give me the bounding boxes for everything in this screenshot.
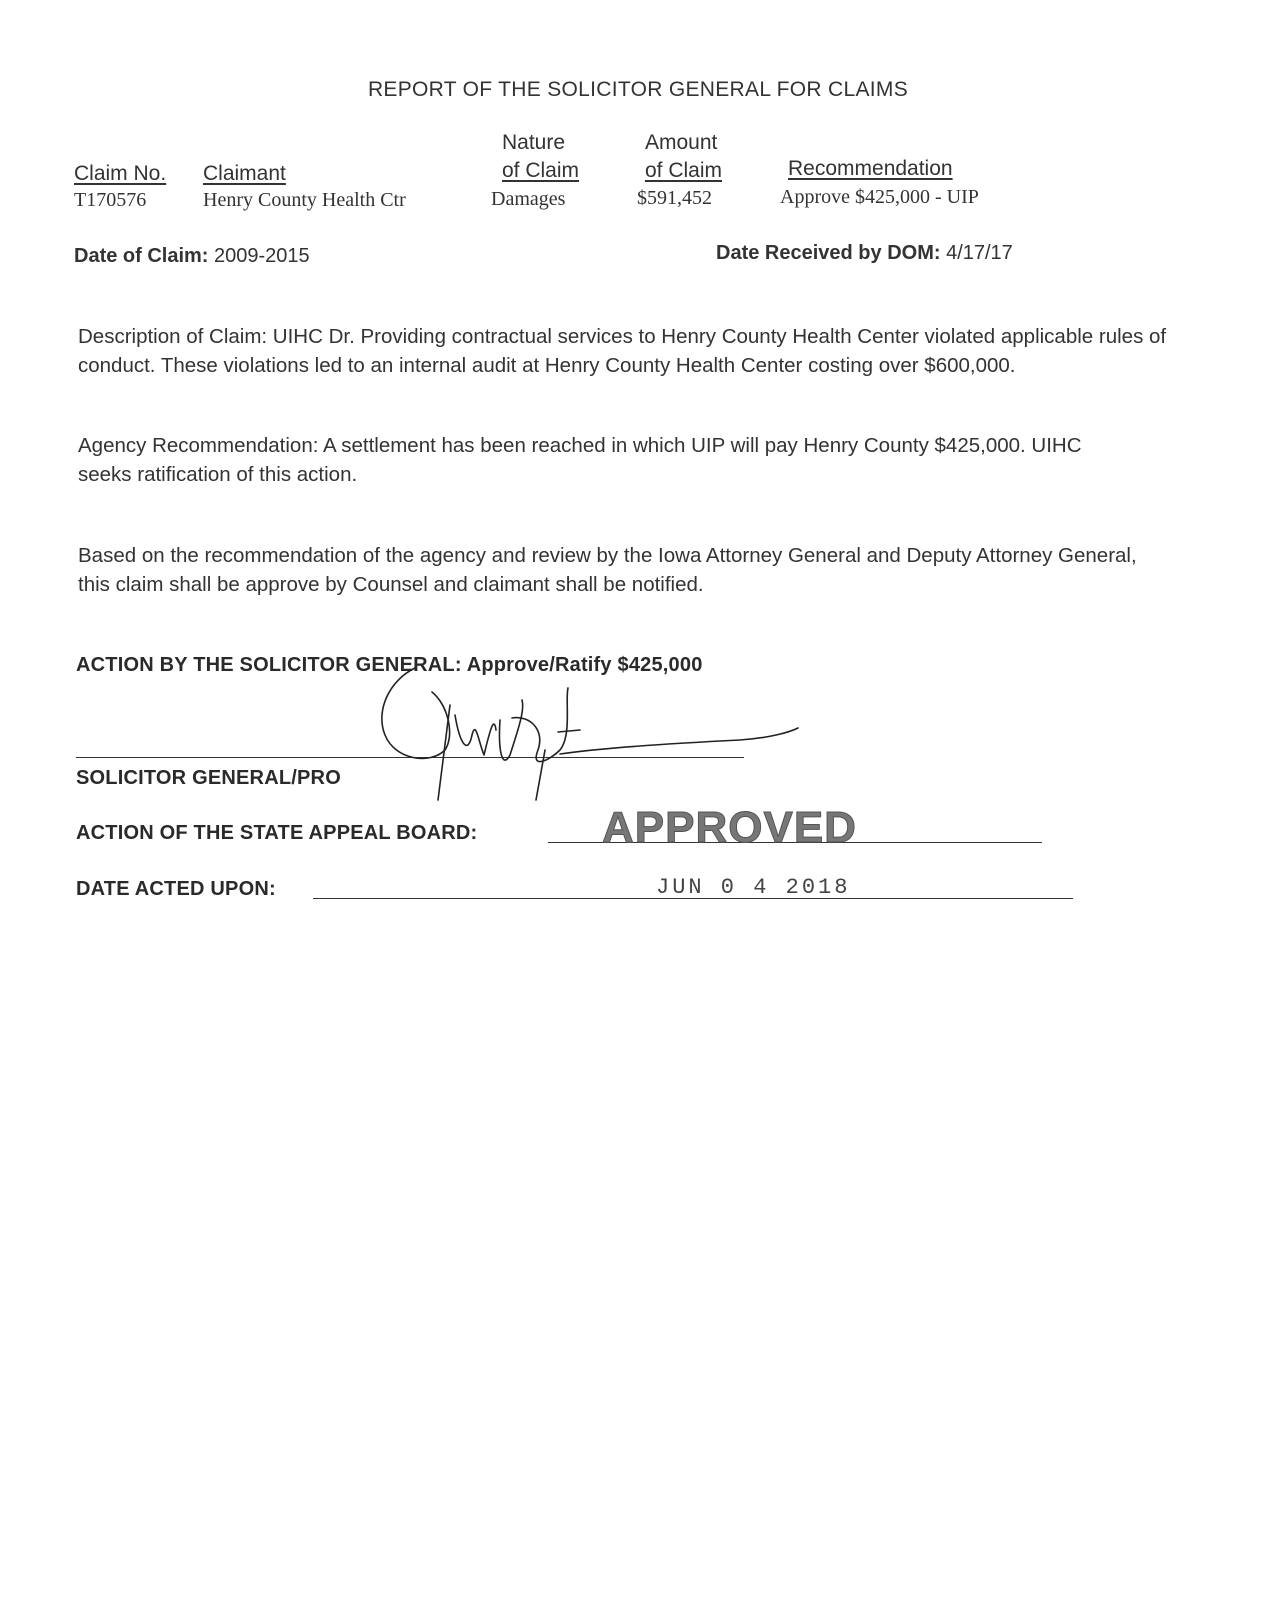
header-amount-bottom: of Claim xyxy=(645,159,723,182)
cell-nature: Damages xyxy=(491,188,566,210)
page-title: REPORT OF THE SOLICITOR GENERAL FOR CLAIMS xyxy=(367,78,909,101)
cell-recommendation: Approve $425,000 - UIP xyxy=(780,186,979,208)
agency-recommendation-paragraph: Agency Recommendation: A settlement has been reached in which UIP will pay Henry County $425,000. UIHC seeks ratification of this action. xyxy=(78,434,1082,486)
date-acted-stamp: JUN 0 4 2018 xyxy=(656,875,851,900)
date-received-label: Date Received by DOM: xyxy=(716,242,941,264)
signature-stroke xyxy=(499,700,522,760)
date-of-claim-label: Date of Claim: xyxy=(74,245,209,267)
action-solicitor-general: ACTION BY THE SOLICITOR GENERAL: Approve/Ratify $425,000 xyxy=(76,654,703,676)
cell-claim-no: T170576 xyxy=(74,189,147,211)
basis-paragraph: Based on the recommendation of the agency and review by the Iowa Attorney General and Deputy Attorney General, this claim shall be approve by Counsel and claimant shall be notified. xyxy=(78,544,1137,596)
signature-stroke xyxy=(438,705,496,800)
description-paragraph: Description of Claim: UIHC Dr. Providing contractual services to Henry County Health Center violated applicable rules of conduct. These violations led to an internal audit at Henry County Health Center costing over $600,000. xyxy=(78,325,1167,377)
cell-amount: $591,452 xyxy=(637,187,712,209)
date-received xyxy=(716,242,1013,265)
header-claim-no: Claim No. xyxy=(74,162,167,185)
signature-label: SOLICITOR GENERAL/PRO xyxy=(76,767,341,789)
date-of-claim xyxy=(74,245,310,268)
appeal-board-label: ACTION OF THE STATE APPEAL BOARD: xyxy=(76,822,478,844)
header-claimant: Claimant xyxy=(203,162,286,185)
signature-stroke xyxy=(512,688,568,762)
date-received-value: 4/17/17 xyxy=(946,242,1013,264)
cell-claimant: Henry County Health Ctr xyxy=(203,189,406,211)
date-of-claim-value: 2009-2015 xyxy=(214,245,310,267)
header-amount-top: Amount xyxy=(645,131,718,154)
header-recommendation: Recommendation xyxy=(788,157,953,180)
date-acted-label: DATE ACTED UPON: xyxy=(76,878,276,900)
signature-scribble xyxy=(360,660,810,820)
header-nature-bottom: of Claim xyxy=(502,159,580,182)
signature-stroke xyxy=(382,668,450,758)
approved-stamp: APPROVED xyxy=(602,803,857,852)
header-nature-top: Nature xyxy=(502,131,566,154)
signature-stroke xyxy=(536,728,798,800)
